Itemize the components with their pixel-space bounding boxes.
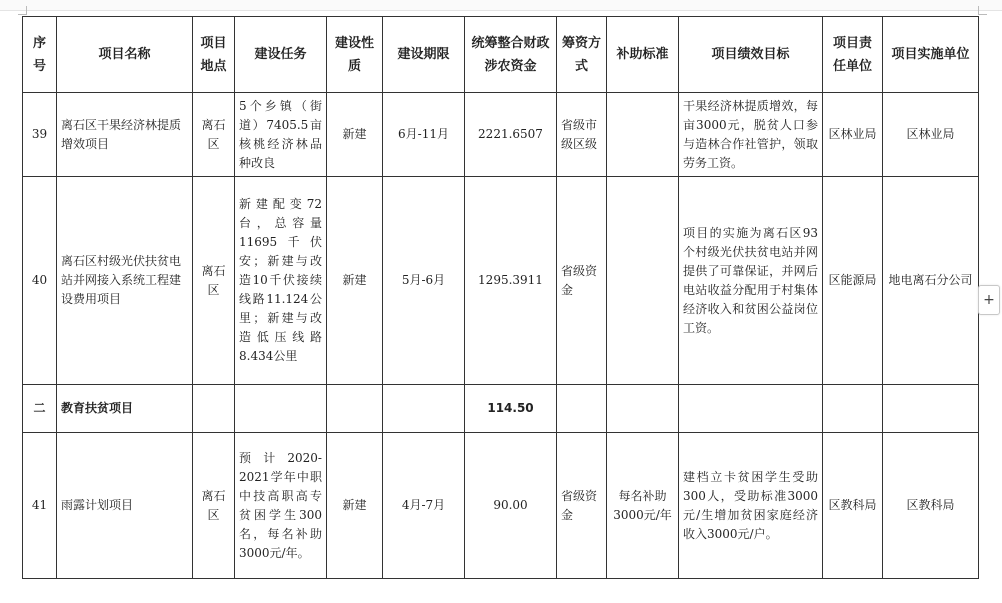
cell-name: 雨露计划项目 bbox=[57, 433, 193, 579]
section-row-education bbox=[23, 385, 979, 433]
cell-method: 省级资金 bbox=[557, 433, 607, 579]
cell-name: 离石区村级光伏扶贫电站并网接入系统工程建设费用项目 bbox=[57, 177, 193, 385]
header-nature: 建设性质 bbox=[327, 17, 383, 93]
cell-task: 5个乡镇（街道）7405.5亩核桃经济林品种改良 bbox=[235, 93, 327, 177]
cell-method: 省级市级区级 bbox=[557, 93, 607, 177]
cell-resp: 区林业局 bbox=[823, 93, 883, 177]
cell-nature: 新建 bbox=[327, 93, 383, 177]
header-funds: 统筹整合财政涉农资金 bbox=[465, 17, 557, 93]
project-table bbox=[22, 16, 979, 579]
section-funds: 114.50 bbox=[465, 385, 557, 433]
cell-resp: 区能源局 bbox=[823, 177, 883, 385]
expand-button[interactable]: + bbox=[978, 285, 1000, 315]
cell-method: 省级资金 bbox=[557, 177, 607, 385]
section-empty-cell bbox=[607, 385, 679, 433]
cell-location: 离石区 bbox=[193, 93, 235, 177]
header-target: 项目绩效目标 bbox=[679, 17, 823, 93]
cell-location: 离石区 bbox=[193, 177, 235, 385]
page-corner-mark-left bbox=[18, 6, 27, 15]
cell-impl: 地电离石分公司 bbox=[883, 177, 979, 385]
table-row-40 bbox=[23, 177, 979, 385]
cell-impl: 区林业局 bbox=[883, 93, 979, 177]
cell-subsidy: 每名补助3000元/年 bbox=[607, 433, 679, 579]
header-resp: 项目责任单位 bbox=[823, 17, 883, 93]
header-impl: 项目实施单位 bbox=[883, 17, 979, 93]
section-name: 教育扶贫项目 bbox=[57, 385, 193, 433]
cell-resp: 区教科局 bbox=[823, 433, 883, 579]
header-period: 建设期限 bbox=[383, 17, 465, 93]
page-top-edge bbox=[0, 0, 1002, 11]
cell-funds: 1295.3911 bbox=[465, 177, 557, 385]
section-seq: 二 bbox=[23, 385, 57, 433]
cell-task: 预计2020-2021学年中职中技高职高专贫困学生300名，每名补助3000元/年。 bbox=[235, 433, 327, 579]
cell-funds: 2221.6507 bbox=[465, 93, 557, 177]
cell-target: 项目的实施为离石区93个村级光伏扶贫电站并网提供了可靠保证，并网后电站收益分配用于村集体经济收入和贫困公益岗位工资。 bbox=[679, 177, 823, 385]
section-empty-cell bbox=[193, 385, 235, 433]
cell-location: 离石区 bbox=[193, 433, 235, 579]
cell-target: 建档立卡贫困学生受助300人，受助标准3000元/生增加贫困家庭经济收入3000元/户。 bbox=[679, 433, 823, 579]
section-empty-cell bbox=[557, 385, 607, 433]
section-empty-cell bbox=[235, 385, 327, 433]
header-row bbox=[23, 17, 979, 93]
header-name: 项目名称 bbox=[57, 17, 193, 93]
cell-seq: 39 bbox=[23, 93, 57, 177]
cell-task: 新建配变72台，总容量11695千伏安；新建与改造10千伏接续线路11.124公里；新建与改造低压线路8.434公里 bbox=[235, 177, 327, 385]
cell-impl: 区教科局 bbox=[883, 433, 979, 579]
cell-period: 6月-11月 bbox=[383, 93, 465, 177]
cell-subsidy bbox=[607, 93, 679, 177]
page-corner-mark-right bbox=[978, 6, 987, 15]
cell-period: 4月-7月 bbox=[383, 433, 465, 579]
cell-period: 5月-6月 bbox=[383, 177, 465, 385]
table-row-41 bbox=[23, 433, 979, 579]
cell-seq: 40 bbox=[23, 177, 57, 385]
cell-name: 离石区干果经济林提质增效项目 bbox=[57, 93, 193, 177]
cell-nature: 新建 bbox=[327, 433, 383, 579]
section-empty-cell bbox=[883, 385, 979, 433]
section-empty-cell bbox=[327, 385, 383, 433]
section-empty-cell bbox=[383, 385, 465, 433]
section-empty-cell bbox=[823, 385, 883, 433]
section-empty-cell bbox=[679, 385, 823, 433]
header-seq: 序号 bbox=[23, 17, 57, 93]
header-location: 项目地点 bbox=[193, 17, 235, 93]
table-row-39 bbox=[23, 93, 979, 177]
cell-subsidy bbox=[607, 177, 679, 385]
header-method: 筹资方式 bbox=[557, 17, 607, 93]
header-subsidy: 补助标准 bbox=[607, 17, 679, 93]
cell-target: 干果经济林提质增效，每亩3000元，脱贫人口参与造林合作社管护，领取劳务工资。 bbox=[679, 93, 823, 177]
cell-funds: 90.00 bbox=[465, 433, 557, 579]
header-task: 建设任务 bbox=[235, 17, 327, 93]
cell-nature: 新建 bbox=[327, 177, 383, 385]
cell-seq: 41 bbox=[23, 433, 57, 579]
